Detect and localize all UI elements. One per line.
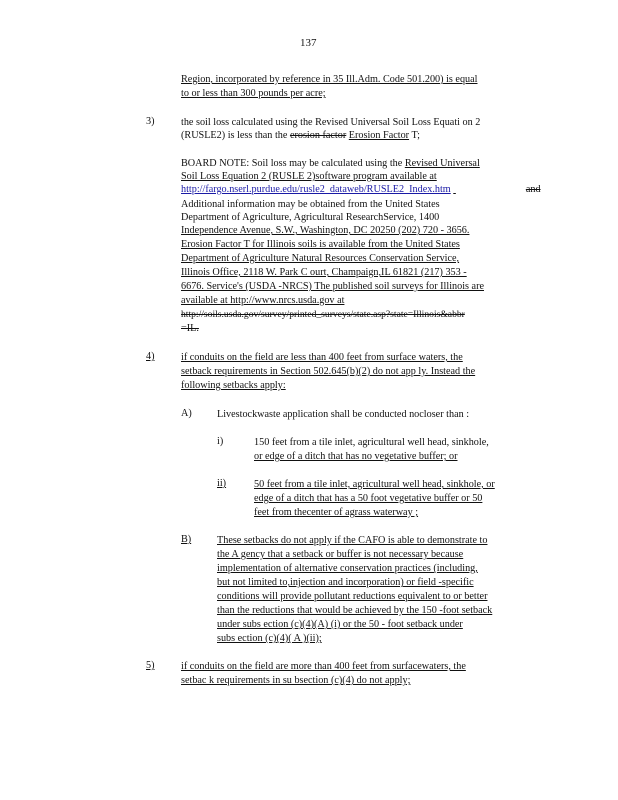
inserted-erosion-factor: Erosion Factor [348,130,410,141]
item-4-number: 4) [146,351,155,362]
item-4b-line-3: implementation of alternative conservation practices (including, [217,563,478,574]
item-4b-line-7: under subs ection (c)(4)(A) (i) or the 50 - foot setback under [217,619,463,630]
board-note-line-4: Additional information may be obtained from the United States [181,199,440,210]
item-4b-line-2: the A gency that a setback or buffer is not necessary because [217,549,464,560]
deleted-and: and [525,184,541,195]
item-4b-line-8: subs ection (c)(4)( A )(ii); [217,633,322,644]
board-note-line-3 [181,183,541,196]
board-note-line-10: 6676. Service's (USDA -NRCS) The published soil surveys for Illinois are [181,281,484,292]
item-5-line-2: setbac k requirements in su bsection (c)(4) do not apply; [181,675,411,686]
item-5-number: 5) [146,660,155,671]
item-3-line-1: the soil loss calculated using the Revised Universal Soil Loss Equati on 2 [181,117,481,128]
item-4a-i-line-1: 150 feet from a tile inlet, agricultural well head, sinkhole, [254,437,489,448]
item-4b-line-5: conditions will provide pollutant reductions equivalent to or better [217,591,488,602]
board-note-deleted-url: http://soils.usda.gov/survey/printed_surveys/state.asp?state=Illinois&abbr [181,309,465,320]
item-4a-ii-line-1: 50 feet from a tile inlet, agricultural well head, sinkhole, or [254,479,495,490]
deleted-erosion-factor: erosion factor [289,130,347,141]
item-4a-ii-line-2: edge of a ditch that has a 50 foot vegetative buffer or 50 [254,493,483,504]
board-note-line-5: Department of Agriculture, Agricultural ResearchService, 1400 [181,212,440,223]
continuation-line-2: to or less than 300 pounds per acre; [181,88,326,99]
item-4b-line-1: These setbacks do not apply if the CAFO is able to demonstrate to [217,535,488,546]
rusle2-link[interactable]: http://fargo.nserl.purdue.edu/rusle2_dataweb/RUSLE2_Index.htm [181,184,451,195]
item-4a-text: Livestockwaste application shall be conducted nocloser than : [217,409,470,420]
item-4b-line-6: than the reductions that would be achieved by the 150 -foot setback [217,605,493,616]
board-note-line-1 [181,157,480,170]
board-note-rusle-insert: Revised Universal [404,158,480,169]
item-3-line-2 [181,129,420,142]
item-3-number: 3) [146,116,155,127]
item-5-line-1: if conduits on the field are more than 400 feet from surfacewaters, the [181,661,466,672]
board-note-line-2: Soil Loss Equation 2 (RUSLE 2)software program available at [181,171,437,182]
board-note-line-1-text: BOARD NOTE: Soil loss may be calculated using the [181,158,403,169]
item-4a-ii-number: ii) [217,478,227,489]
item-4a-number: A) [181,408,192,419]
continuation-line-1: Region, incorporated by reference in 35 Ill.Adm. Code 501.200) is equal [181,74,478,85]
item-4a-ii-line-3: feet from thecenter of agrass waterway ; [254,507,419,518]
item-4-line-1: if conduits on the field are less than 400 feet from surface waters, the [181,352,463,363]
item-4a-i-line-2: or edge of a ditch that has no vegetative buffer; or [254,451,458,462]
board-note-line-9: Illinois Office, 2118 W. Park C ourt, Champaign,IL 61821 (217) 353 - [181,267,467,278]
page-number: 137 [300,37,317,49]
item-3-line-2-end: T; [411,130,420,141]
item-3-line-2-text: (RUSLE2) is less than the [181,130,288,141]
item-4b-number: B) [181,534,192,545]
board-note-deleted-url-end: =IL. [181,323,199,334]
board-note-line-6: Independence Avenue, S.W., Washington, DC 20250 (202) 720 - 3656. [181,225,470,236]
item-4-line-2: setback requirements in Section 502.645(b)(2) do not app ly. Instead the [181,366,476,377]
board-note-line-11: available at http://www.nrcs.usda.gov at [181,295,345,306]
item-4a-i-number: i) [217,436,224,447]
item-4b-line-4: but not limited to,injection and incorporation) or field -specific [217,577,474,588]
board-note-line-7: Erosion Factor T for Illinois soils is available from the United States [181,239,460,250]
board-note-line-8: Department of Agriculture Natural Resources Conservation Service, [181,253,460,264]
link-underline-fill [453,183,523,196]
item-4-line-3: following setbacks apply: [181,380,286,391]
